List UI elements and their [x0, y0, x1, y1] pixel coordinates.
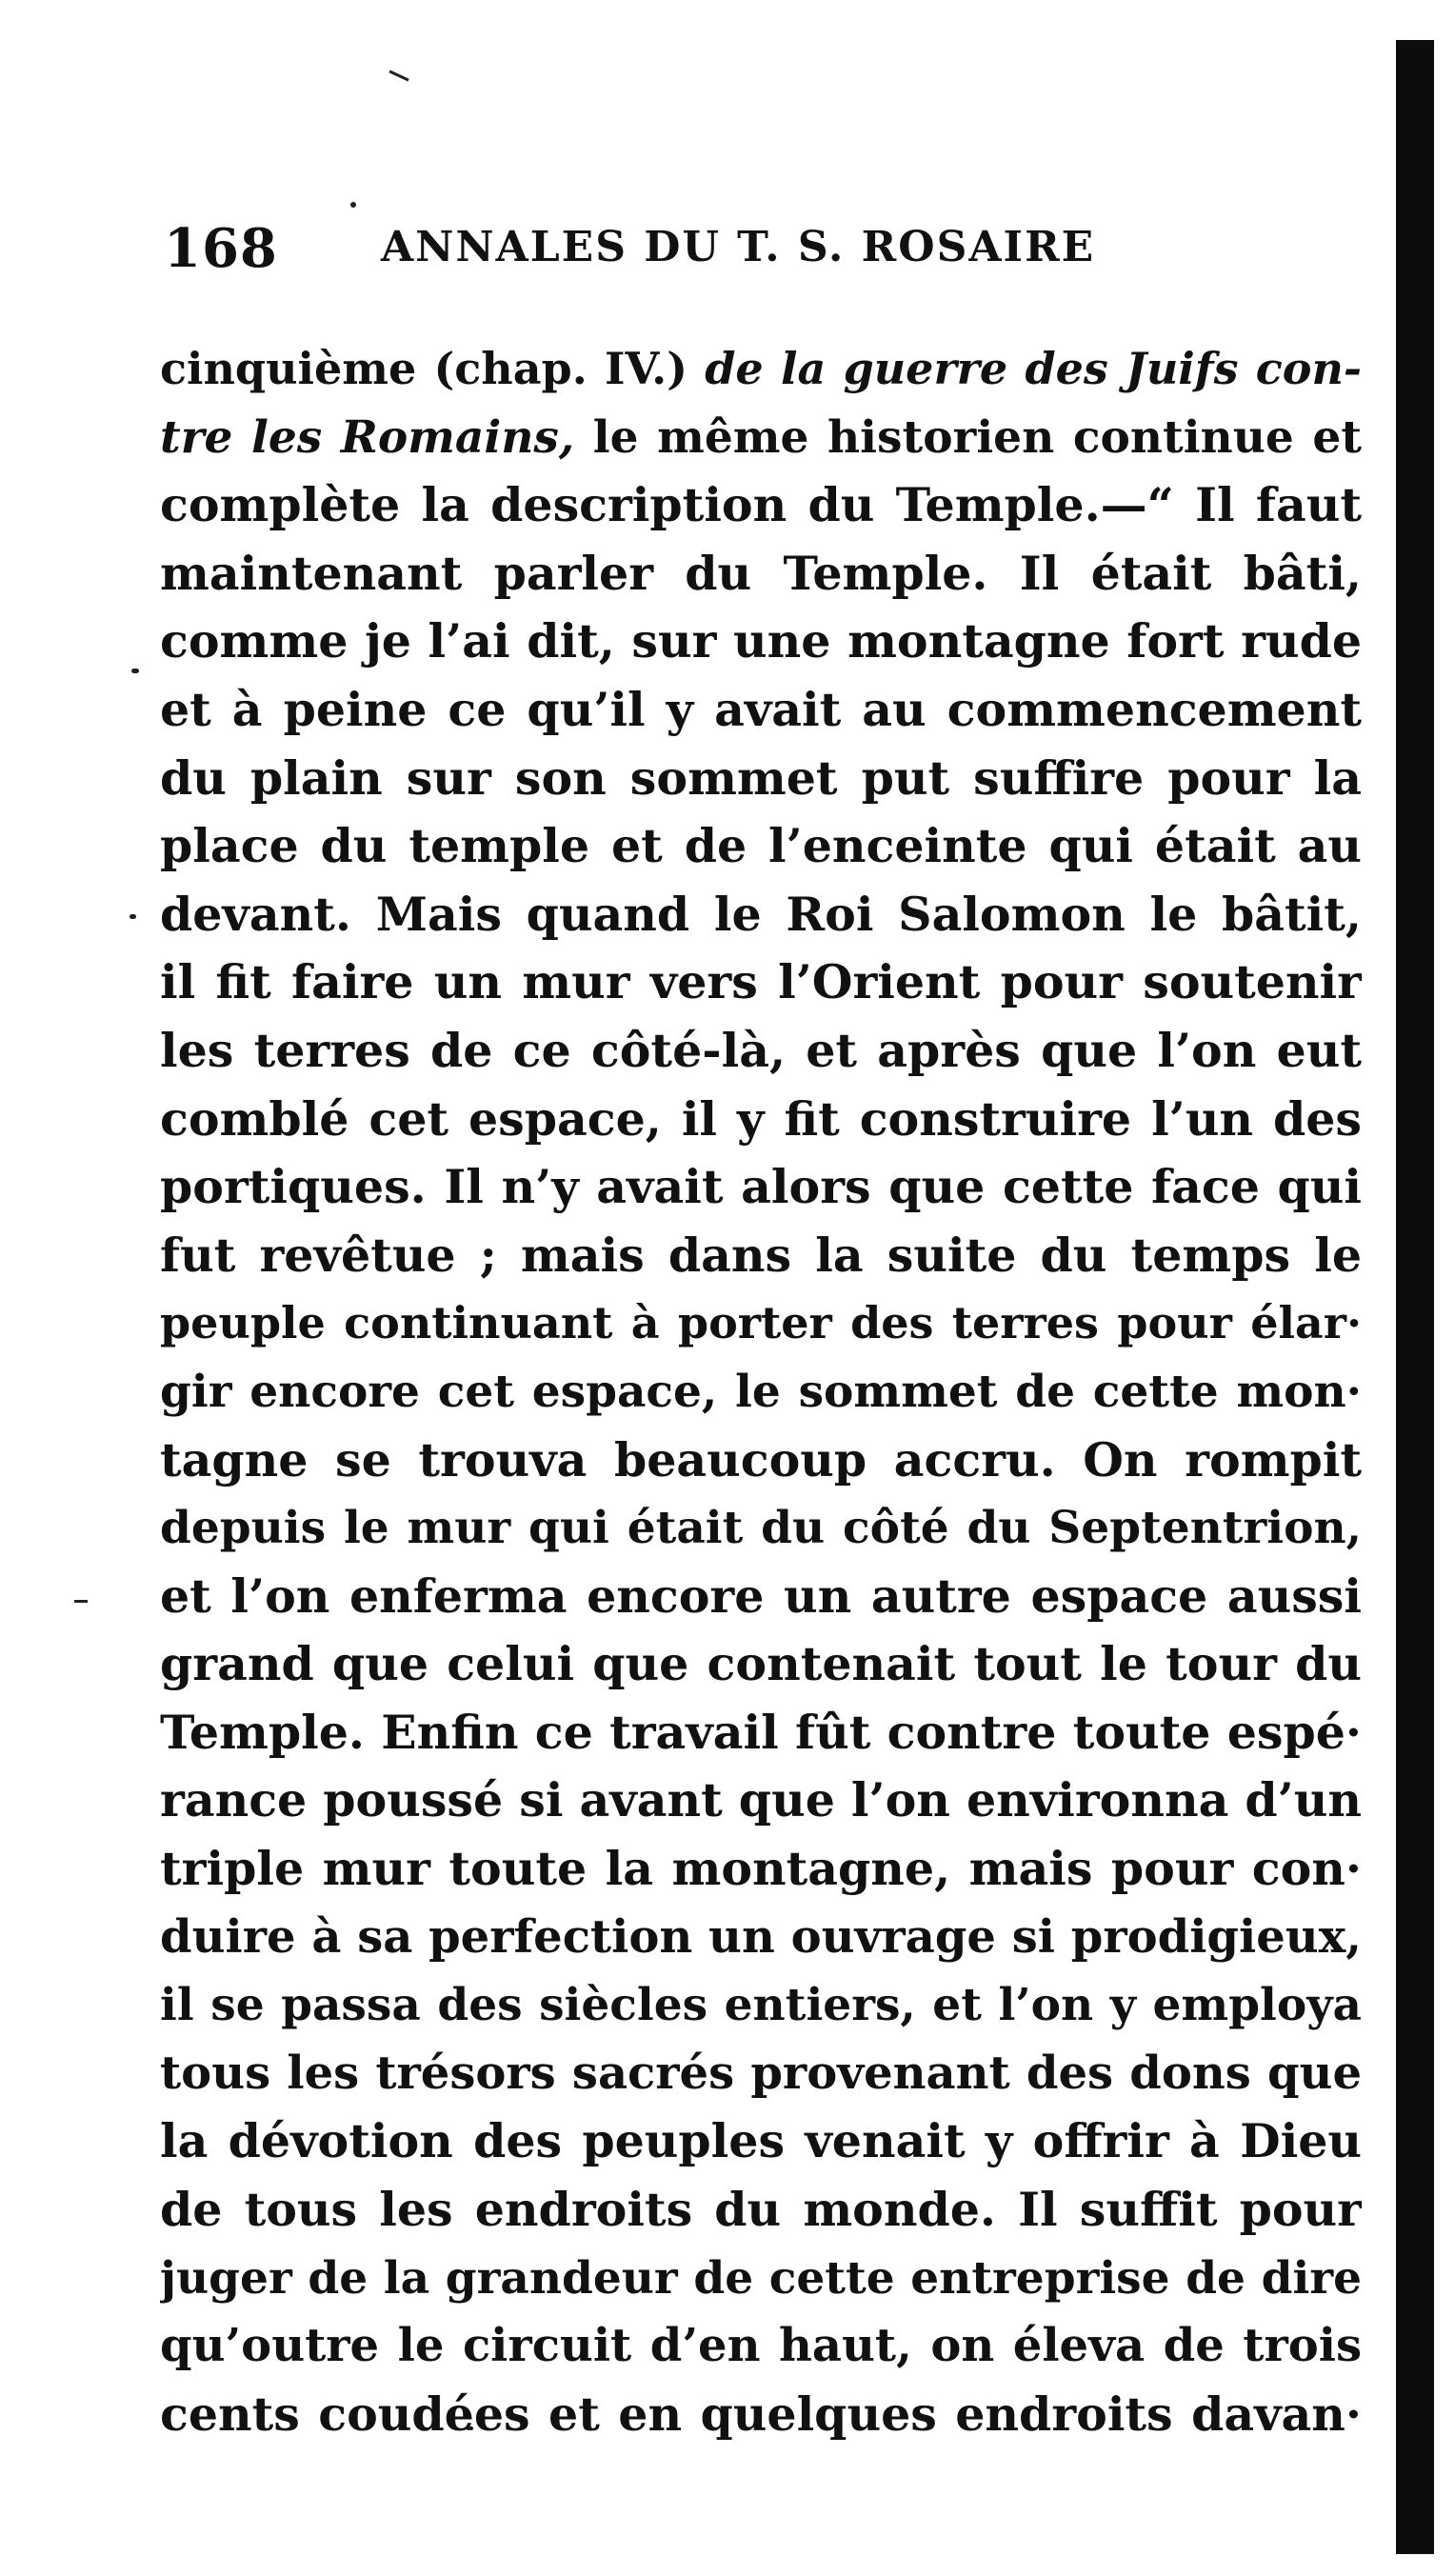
text-line [160, 2176, 1362, 2245]
text-line [160, 1699, 1362, 1767]
running-title: ANNALES DU T. S. ROSAIRE [381, 223, 1096, 271]
line-text: comblé cet espace, il y fit construire l’un des [160, 1090, 1362, 1147]
text-line [160, 1835, 1362, 1904]
italic-title: tre les Romains, [160, 410, 575, 464]
text-line [160, 1494, 1362, 1563]
line-text: tagne se trouva beaucoup accru. On rompit [160, 1431, 1362, 1488]
scan-speck [131, 669, 139, 673]
text-line [160, 2312, 1362, 2381]
scan-speck [130, 914, 136, 919]
line-text: portiques. Il n’y avait alors que cette face qui [160, 1159, 1362, 1215]
line-text: comme je l’ai dit, sur une montagne fort rude [160, 613, 1362, 669]
italic-title: de la guerre des Juifs con- [705, 343, 1362, 394]
line-text: il se passa des siècles entiers, et l’on y employa [160, 1979, 1362, 2032]
text-line [160, 949, 1362, 1017]
line-text: et l’on enferma encore un autre espace aussi [160, 1568, 1362, 1624]
line-text: fut revêtue ; mais dans la suite du temps le [160, 1227, 1362, 1283]
page-gutter-shadow [1396, 40, 1434, 2554]
line-text: complète la description du Temple.—“ Il faut [160, 477, 1362, 533]
text-line [160, 608, 1362, 676]
text-line [160, 540, 1362, 609]
text-line [160, 2245, 1362, 2313]
line-text: Temple. Enfin ce travail fût contre toute espé· [160, 1704, 1362, 1760]
text-line [160, 404, 1362, 472]
text-line [160, 1904, 1362, 1972]
text-line [160, 1767, 1362, 1835]
text-line [160, 745, 1362, 813]
text-line [160, 1971, 1362, 2040]
line-text: du plain sur son sommet put suffire pour la [160, 749, 1362, 806]
line-text: les terres de ce côté-là, et après que l’on eut [160, 1022, 1362, 1078]
text-line [160, 1630, 1362, 1699]
scan-speck [350, 202, 356, 208]
text-line [160, 471, 1362, 540]
line-text: duire à sa perfection un ouvrage si prodigieux, [160, 1909, 1362, 1964]
text-line [160, 335, 1362, 404]
text-line [160, 1427, 1362, 1495]
body-text [160, 335, 1362, 2448]
line-text: de tous les endroits du monde. Il suffit pour [160, 2182, 1362, 2238]
text-line [160, 1086, 1362, 1154]
line-text: cinquième (chap. IV.) [160, 343, 706, 394]
page-number: 168 [164, 217, 278, 280]
text-line [160, 2107, 1362, 2176]
text-line [160, 1222, 1362, 1290]
text-line [160, 2040, 1362, 2108]
text-line [160, 1017, 1362, 1086]
text-line [160, 881, 1362, 949]
scan-speck [74, 1600, 88, 1603]
line-text: grand que celui que contenait tout le tour du [160, 1636, 1362, 1692]
line-text: gir encore cet espace, le sommet de cette mon· [160, 1365, 1362, 1418]
running-header [164, 217, 1354, 293]
line-text: maintenant parler du Temple. Il était bâti, [160, 545, 1362, 601]
line-text: triple mur toute la montagne, mais pour con· [160, 1841, 1362, 1897]
line-text: rance poussé si avant que l’on environna d’un [160, 1772, 1362, 1828]
line-text: le même historien continue et [574, 410, 1362, 464]
line-text: peuple continuant à porter des terres pour élar· [160, 1297, 1362, 1349]
line-text: la dévotion des peuples venait y offrir à Dieu [160, 2113, 1362, 2169]
text-line [160, 1358, 1362, 1427]
text-line [160, 812, 1362, 881]
line-text: devant. Mais quand le Roi Salomon le bâtit, [160, 886, 1362, 942]
text-line [160, 1153, 1362, 1222]
line-text: cents coudées et en quelques endroits davan· [160, 2386, 1362, 2442]
text-line [160, 2381, 1362, 2449]
line-text: place du temple et de l’enceinte qui était au [160, 818, 1362, 874]
text-line [160, 1289, 1362, 1358]
line-text: et à peine ce qu’il y avait au commencement [160, 681, 1362, 737]
line-text: tous les trésors sacrés provenant des dons que [160, 2046, 1362, 2100]
text-line [160, 1563, 1362, 1631]
text-line [160, 676, 1362, 745]
line-text: depuis le mur qui était du côté du Septentrion, [160, 1502, 1362, 1555]
line-text: juger de la grandeur de cette entreprise de dire [160, 2251, 1362, 2305]
line-text: qu’outre le circuit d’en haut, on éleva de trois [160, 2319, 1362, 2373]
scan-speck [389, 70, 409, 81]
line-text: il fit faire un mur vers l’Orient pour soutenir [160, 954, 1362, 1010]
